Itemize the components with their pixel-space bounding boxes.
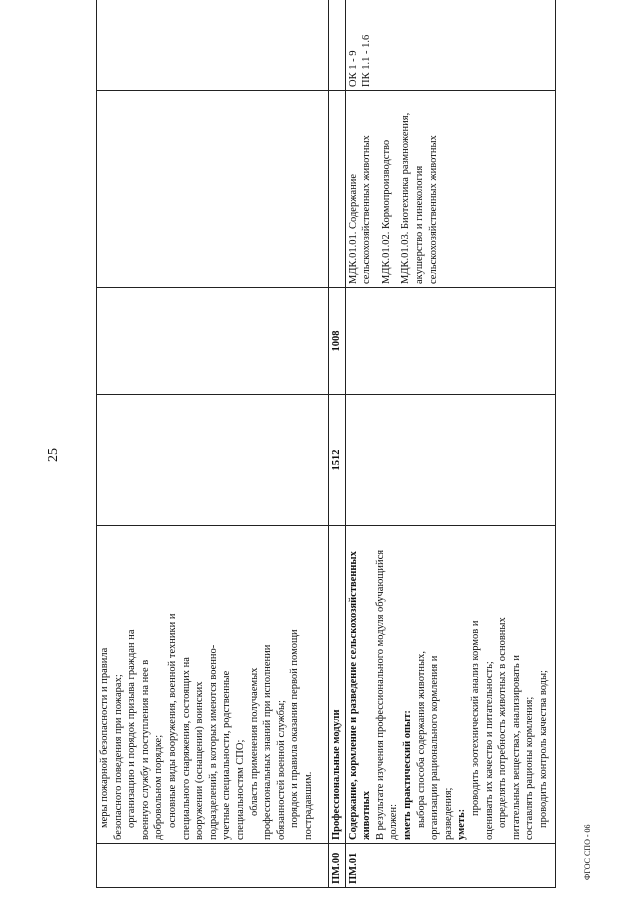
pm01-intro: В результате изучения профессионального модуля обучающийся должен: xyxy=(374,549,400,840)
pm01-max-hours-empty xyxy=(345,395,555,526)
text-line: организацию и порядок призыва граждан на xyxy=(126,629,138,828)
discipline-item: МДК.01.01. Содержание сельскохозяйственных животных xyxy=(347,135,373,284)
pm00-max-hours: 1512 xyxy=(329,395,346,526)
text-line: военную службу и поступления на нее в xyxy=(139,659,151,840)
cell-index-empty xyxy=(97,844,329,888)
pm01-skills-label: уметь: xyxy=(456,808,468,840)
pm00-competencies-empty xyxy=(329,0,346,91)
pm01-experience-label: иметь практический опыт: xyxy=(401,710,413,840)
text-line: меры пожарной безопасности и правила xyxy=(99,647,110,828)
cell-max-hours-empty xyxy=(97,395,329,526)
text-line: основные виды вооружения, военной техники и xyxy=(166,613,178,828)
text-line: профессиональных знаний при исполнении xyxy=(262,644,274,840)
text-line: выбора способа содержания животных, xyxy=(415,651,427,828)
text-line: вооружении (оснащении) воинских xyxy=(194,681,206,840)
text-line: добровольном порядке; xyxy=(153,734,165,840)
text-line: составлять рационы кормления; xyxy=(524,696,536,840)
pm00-disciplines-empty xyxy=(329,91,346,288)
curriculum-table xyxy=(96,0,556,888)
pm00-required-hours: 1008 xyxy=(329,288,346,395)
table-row-pm01 xyxy=(345,0,555,888)
competency-item: ПК 1.1 - 1.6 xyxy=(361,34,373,87)
text-line: определять потребность животных в основных xyxy=(497,617,509,828)
table-row-continuation xyxy=(97,0,329,888)
pm01-index: ПМ.01 xyxy=(345,844,555,888)
footer-standard-code: ФГОС СПО - 06 xyxy=(583,824,592,880)
text-line: разведения; xyxy=(442,787,454,840)
text-line: порядок и правила оказания первой помощи xyxy=(289,629,301,828)
text-line: проводить зоотехнический анализ кормов и xyxy=(469,620,481,816)
cell-competencies-empty xyxy=(97,0,329,91)
pm01-required-hours-empty xyxy=(345,288,555,395)
text-line: специального снаряжения, состоящих на xyxy=(180,657,192,840)
page-number: 25 xyxy=(46,448,61,462)
text-line: проводить контроль качества воды; xyxy=(537,670,549,828)
competency-item: ОК 1 - 9 xyxy=(347,50,359,87)
text-line: питательных веществах, анализировать и xyxy=(510,655,522,840)
table-row-pm00 xyxy=(329,0,346,888)
text-line: обязанностей военной службы; xyxy=(275,700,287,840)
text-line: организации рационального кормления и xyxy=(429,655,441,840)
pm00-title: Профессиональные модули xyxy=(329,526,346,844)
pm00-index: ПМ.00 xyxy=(329,844,346,888)
text-line: специальностям СПО; xyxy=(234,739,246,840)
pm01-disciplines xyxy=(345,91,555,288)
discipline-item: МДК.01.02. Кормопроизводство xyxy=(380,139,392,284)
text-line: учетные специальности, родственные xyxy=(221,670,233,840)
text-line: область применения получаемых xyxy=(248,667,260,816)
cell-disciplines-empty xyxy=(97,91,329,288)
text-line: пострадавшим. xyxy=(302,771,314,840)
pm01-description xyxy=(345,526,555,844)
cell-required-hours-empty xyxy=(97,288,329,395)
text-line: безопасного поведения при пожарах; xyxy=(112,674,124,840)
pm01-title: Содержание, кормление и разведение сельскохозяйственных животных xyxy=(347,551,373,840)
pm01-competencies xyxy=(345,0,555,91)
cell-continuation-text xyxy=(97,526,329,844)
rotated-table-container xyxy=(96,34,556,888)
text-line: оценивать их качество и питательность; xyxy=(483,661,495,840)
discipline-item: МДК.01.03. Биотехника размножения, акушерство и гинекология сельскохозяйственных животных xyxy=(400,112,439,284)
text-line: подразделений, в которых имеются военно- xyxy=(207,644,219,840)
